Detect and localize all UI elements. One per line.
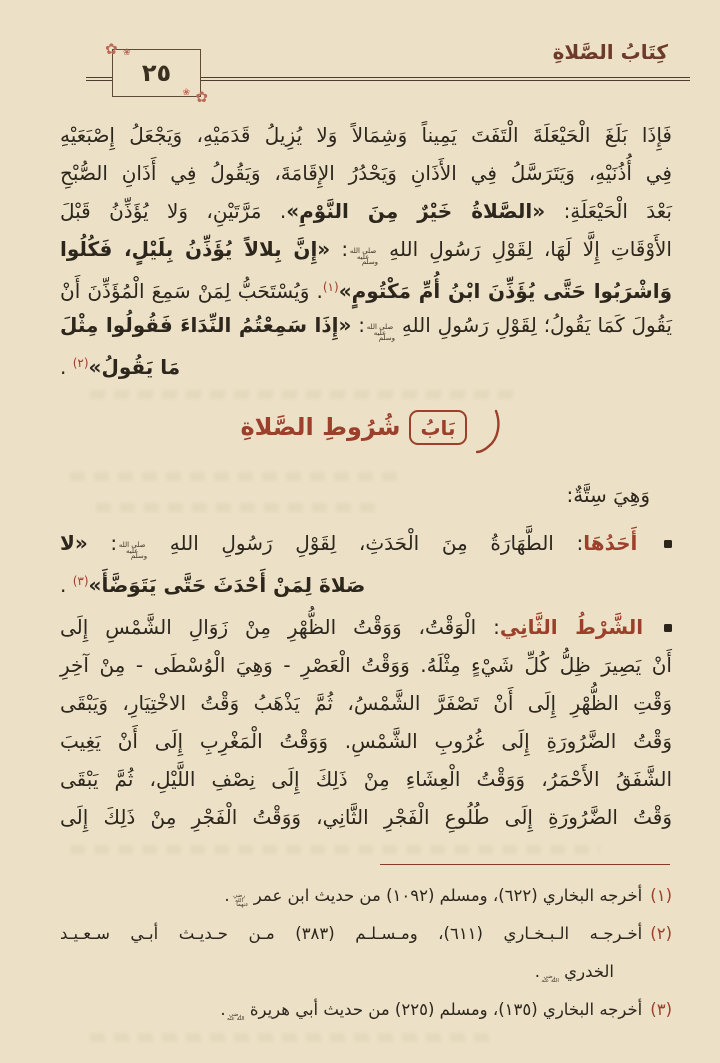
footnote-ref: (٢) (72, 356, 89, 370)
text-run: فَإِذَا بَلَغَ الْحَيْعَلَةَ الْتَفَتَ يَمِيناً وَشِمَالاً وَلا يُزِيلُ قَدَمَيْهِ، وَيَجْعَلُ إِصْبَعَيْهِ (60, 123, 672, 147)
text-run: : (330, 237, 349, 261)
text-run: أخرجه البخاري (٦٢٢)، ومسلم (١٠٩٢) من حديث ابن عمر (248, 886, 643, 905)
body-line (60, 268, 672, 306)
footnote-line (60, 877, 672, 915)
footnote-ref: (٣) (650, 1000, 672, 1019)
text-run (637, 531, 660, 555)
text-run: الأَوْقَاتِ إِلَّا لَهَا، لِقَوْلِ رَسُولِ اللهِ (378, 237, 672, 261)
text-run: . وَيُسْتَحَبُّ لِمَنْ سَمِعَ الْمُؤَذِّنَ أَنْ (60, 279, 323, 303)
floral-ornament-icon: ✿ (105, 40, 118, 58)
text-run: وَقْتُ الضَّرُورَةِ إِلَى طُلُوعِ الْفَجْرِ الثَّانِي، وَوَقْتُ الْفَجْرِ مِنْ ذَلِكَ إِلَى (60, 805, 672, 829)
bleed-through (90, 1033, 490, 1042)
footnote-line (60, 991, 672, 1029)
page-header-title: كِتَابُ الصَّلاةِ (552, 40, 668, 64)
footnote-line (60, 953, 672, 991)
body-line (60, 760, 672, 798)
honorific-seal: رضي الله عنهما (233, 893, 249, 908)
footnote-line (60, 915, 672, 953)
text-run: وَاشْرَبُوا حَتَّى يُؤَذِّنَ ابْنُ أُمِّ مَكْتُومٍ» (338, 279, 672, 303)
text-run: أخرجه البخاري (١٣٥)، ومسلم (٢٢٥) من حديث أبي هريرة (244, 1000, 643, 1019)
body-line (60, 116, 672, 154)
text-run: مَا يَقُولُ» (88, 355, 181, 379)
text-run: . (220, 1000, 226, 1019)
floral-ornament-icon: ❀ (123, 48, 131, 58)
body-line (60, 722, 672, 760)
text-run: . (60, 573, 73, 597)
chapter-heading (60, 400, 672, 454)
text-run (643, 615, 660, 639)
text-run: أخـرجـه الـبـخـاري (٦١١)، ومـسـلـم (٣٨٣) مـن حـديـث أبـي سـعـيـد (60, 924, 643, 943)
text-run: . (224, 886, 230, 905)
bullet-icon (664, 540, 672, 548)
body-line (60, 798, 672, 836)
text-run: يَقُولَ كَمَا يَقُولُ؛ لِقَوْلِ رَسُولِ اللهِ (394, 313, 673, 337)
text-run: صَلاةَ لِمَنْ أَحْدَثَ حَتَّى يَتَوَضَّأَ» (88, 573, 366, 597)
text-run: أَنْ يَصِيرَ ظِلُّ كُلِّ شَيْءٍ مِثْلَهُ. وَوَقْتُ الْعَصْرِ - وَهِيَ الْوُسْطَى - مِنْ آخِرِ (60, 653, 672, 677)
text-run: بَعْدَ الْحَيْعَلَةِ: (545, 199, 672, 223)
text-column (60, 116, 672, 1029)
honorific-seal: صلى الله عليه وسلم (366, 323, 395, 342)
body-line (60, 646, 672, 684)
body-line (60, 524, 672, 562)
footnote-ref: (١) (322, 280, 339, 294)
body-line (60, 608, 672, 646)
floral-ornament-icon: ❀ (182, 88, 190, 98)
floral-ornament-icon: ✿ (195, 88, 208, 106)
text-run: الشَّفَقُ الأَحْمَرُ، وَوَقْتُ الْعِشَاءِ مِنْ ذَلِكَ إِلَى نِصْفِ اللَّيْلِ، ثُمَّ يَبْقَى (60, 767, 672, 791)
footnote-ref: (١) (650, 886, 672, 905)
bab-cartouche: بَابُ (409, 410, 466, 445)
page-number-box (105, 40, 208, 106)
chapter-title: شُرُوطِ الصَّلاةِ (240, 413, 401, 441)
body-line (60, 192, 672, 230)
footnote-separator (380, 864, 670, 865)
text-run: . مَرَّتَيْنِ، وَلا يُؤَذِّنُ قَبْلَ (60, 199, 287, 223)
text-run: «الصَّلاةُ خَيْرٌ مِنَ النَّوْمِ» (286, 199, 546, 223)
body-line (60, 230, 672, 268)
honorific-seal: رضي الله عنه (541, 973, 559, 984)
footnote-ref: (٣) (72, 574, 89, 588)
body-line (60, 562, 672, 600)
text-run: . (534, 962, 540, 981)
body-line (60, 684, 672, 722)
text-run: «إِنَّ بِلالاً يُؤَذِّنُ بِلَيْلٍ، فَكُلُوا (60, 237, 331, 261)
text-run: الخدري (558, 962, 614, 981)
text-run: فِي أُذُنَيْهِ، وَيَتَرَسَّلُ فِي الأَذَانِ وَيَحْدُرُ الإِقَامَةَ، وَيَقُولُ فِي أَذَانِ الصُّبْحِ (60, 161, 672, 185)
text-run: وَهِيَ سِتَّةٌ: (566, 483, 650, 507)
footnote-ref: (٢) (650, 924, 672, 943)
honorific-seal: صلى الله عليه وسلم (118, 541, 148, 560)
bullet-icon (664, 624, 672, 632)
text-run: : (351, 313, 365, 337)
text-run: : الطَّهَارَةُ مِنَ الْحَدَثِ، لِقَوْلِ رَسُولِ اللهِ (147, 531, 584, 555)
text-run: الشَّرْطُ الثَّانِي (499, 615, 644, 639)
body-line (60, 154, 672, 192)
body-line (60, 476, 672, 514)
text-run: وَقْتِ الظُّهْرِ إِلَى أَنْ تَصْفَرَّ الشَّمْسُ، ثُمَّ يَذْهَبُ وَقْتُ الاخْتِيَارِ، وَيَبْقَى (60, 691, 672, 715)
text-run: «لا (60, 531, 88, 555)
text-run: أَحَدُهَا (583, 531, 638, 555)
text-run: : الْوَقْتُ، وَوَقْتُ الظُّهْرِ مِنْ زَوَالِ الشَّمْسِ إِلَى (60, 615, 500, 639)
calligraphic-flourish-icon (476, 409, 500, 455)
honorific-seal: رضي الله عنه (226, 1011, 245, 1022)
page-number: ٢٥ (141, 59, 172, 87)
text-run: . (60, 355, 73, 379)
text-run: وَقْتُ الضَّرُورَةِ إِلَى غُرُوبِ الشَّمْسِ. وَوَقْتُ الْمَغْرِبِ إِلَى أَنْ يَغِيبَ (60, 729, 672, 753)
text-run: «إِذَا سَمِعْتُمُ النِّدَاءَ فَقُولُوا مِثْلَ (60, 313, 352, 337)
body-line (60, 306, 672, 344)
honorific-seal: صلى الله عليه وسلم (349, 247, 379, 266)
body-line (60, 344, 672, 382)
text-run: : (87, 531, 118, 555)
